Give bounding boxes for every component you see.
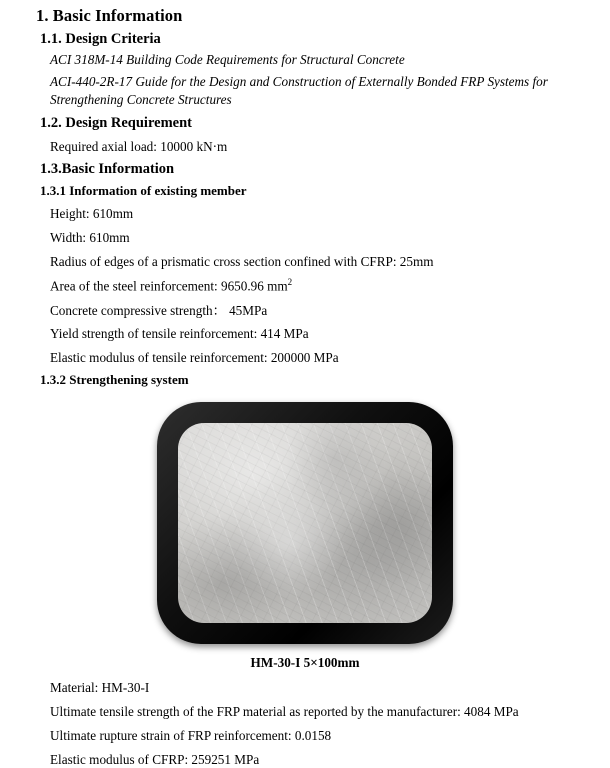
heading-existing-member: 1.3.1 Information of existing member [40,183,247,199]
specimen-concrete-surface [178,423,432,623]
strengthening-item-rupture-strain: Ultimate rupture strain of FRP reinforcement: 0.0158 [50,727,332,743]
strengthening-item-tensile-strength: Ultimate tensile strength of the FRP material as reported by the manufacturer: 4084 MPa [50,703,519,719]
existing-member-item-yield-strength: Yield strength of tensile reinforcement: 414 MPa [50,326,309,342]
design-criteria-line-2: ACI-440-2R-17 Guide for the Design and Construction of Externally Bonded FRP Systems for Strengthening Concrete Structures [50,73,548,108]
existing-member-item-concrete-strength: Concrete compressive strength： 45MPa [50,302,268,318]
heading-design-criteria: 1.1. Design Criteria [40,31,161,47]
strengthening-item-elastic-modulus: Elastic modulus of CFRP: 259251 MPa [50,751,260,767]
existing-member-item-height: Height: 610mm [50,206,134,222]
design-criteria-line-1: ACI 318M-14 Building Code Requirements for Structural Concrete [50,52,405,67]
existing-member-item-elastic-modulus: Elastic modulus of tensile reinforcement: 200000 MPa [50,350,339,366]
heading-basic-information: 1.3.Basic Information [40,161,175,178]
document-page [0,6,610,767]
steel-area-text: Area of the steel reinforcement: 9650.96 mm [50,278,288,294]
strengthening-item-material: Material: HM-30-I [50,680,150,696]
existing-member-item-radius: Radius of edges of a prismatic cross section confined with CFRP: 25mm [50,253,434,269]
design-requirement-line-1: Required axial load: 10000 kN·m [50,139,228,155]
heading-strengthening-system: 1.3.2 Strengthening system [40,372,189,388]
existing-member-item-steel-area [50,276,610,295]
specimen-image [157,402,453,644]
existing-member-item-width: Width: 610mm [50,229,130,245]
specimen-figure [0,402,610,671]
steel-area-superscript: 2 [287,277,293,288]
section-title: 1. Basic Information [36,6,183,25]
heading-design-requirement: 1.2. Design Requirement [40,115,192,132]
figure-caption: HM-30-I 5×100mm [250,655,360,671]
